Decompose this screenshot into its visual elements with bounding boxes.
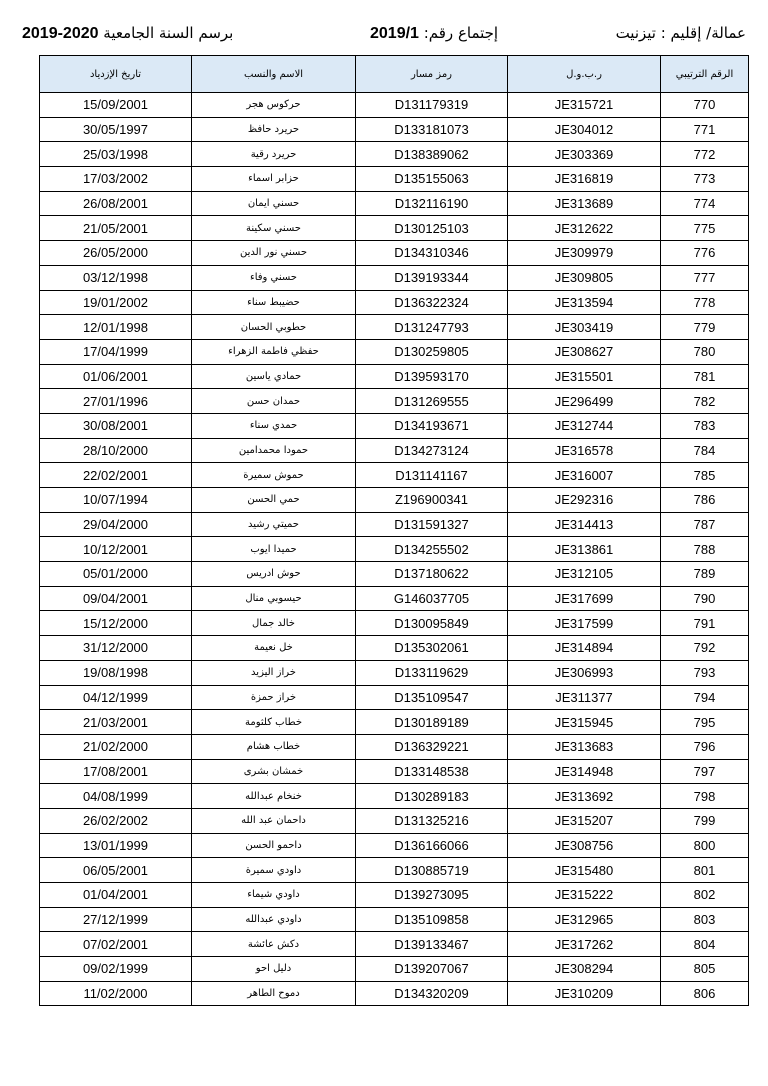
serial-cell: 797 — [661, 759, 749, 784]
name-cell: داودي سميرة — [192, 858, 356, 883]
name-cell: حركوس هجر — [192, 93, 356, 118]
name-cell: حسني نور الدين — [192, 241, 356, 266]
name-cell: حريرد رقية — [192, 142, 356, 167]
code-cell: JE292316 — [508, 488, 661, 513]
birthdate-cell: 07/02/2001 — [40, 932, 192, 957]
massar-cell: D135302061 — [356, 636, 508, 661]
birthdate-cell: 17/04/1999 — [40, 339, 192, 364]
birthdate-cell: 17/08/2001 — [40, 759, 192, 784]
massar-cell: D133148538 — [356, 759, 508, 784]
massar-cell: D130095849 — [356, 611, 508, 636]
table-row — [40, 463, 749, 488]
massar-cell: D133119629 — [356, 660, 508, 685]
code-cell: JE316007 — [508, 463, 661, 488]
name-cell: حريرد حافظ — [192, 117, 356, 142]
birthdate-cell: 21/05/2001 — [40, 216, 192, 241]
serial-cell: 806 — [661, 981, 749, 1006]
birthdate-cell: 28/10/2000 — [40, 438, 192, 463]
code-cell: JE312965 — [508, 907, 661, 932]
serial-cell: 788 — [661, 537, 749, 562]
code-cell: JE306993 — [508, 660, 661, 685]
code-cell: JE313683 — [508, 734, 661, 759]
name-cell: حضيبط سناء — [192, 290, 356, 315]
birthdate-cell: 27/12/1999 — [40, 907, 192, 932]
table-row — [40, 339, 749, 364]
table-row — [40, 167, 749, 192]
birthdate-cell: 10/07/1994 — [40, 488, 192, 513]
birthdate-cell: 19/08/1998 — [40, 660, 192, 685]
table-row — [40, 117, 749, 142]
massar-cell: D131247793 — [356, 315, 508, 340]
table-row — [40, 636, 749, 661]
table-row — [40, 611, 749, 636]
students-table — [39, 55, 749, 1006]
serial-cell: 796 — [661, 734, 749, 759]
serial-cell: 782 — [661, 389, 749, 414]
birthdate-cell: 10/12/2001 — [40, 537, 192, 562]
serial-cell: 803 — [661, 907, 749, 932]
serial-cell: 776 — [661, 241, 749, 266]
table-row — [40, 488, 749, 513]
name-cell: حطوبي الحسان — [192, 315, 356, 340]
code-cell: JE314894 — [508, 636, 661, 661]
table-row — [40, 290, 749, 315]
serial-cell: 800 — [661, 833, 749, 858]
birthdate-cell: 01/04/2001 — [40, 883, 192, 908]
massar-cell: D135155063 — [356, 167, 508, 192]
serial-cell: 775 — [661, 216, 749, 241]
serial-cell: 801 — [661, 858, 749, 883]
table-row — [40, 710, 749, 735]
massar-cell: D136322324 — [356, 290, 508, 315]
table-row — [40, 784, 749, 809]
birthdate-cell: 13/01/1999 — [40, 833, 192, 858]
massar-cell: D137180622 — [356, 562, 508, 587]
table-row — [40, 438, 749, 463]
code-cell: JE310209 — [508, 981, 661, 1006]
code-cell: JE313594 — [508, 290, 661, 315]
code-cell: JE311377 — [508, 685, 661, 710]
massar-cell: D130189189 — [356, 710, 508, 735]
massar-cell: D131591327 — [356, 512, 508, 537]
name-cell: دموح الطاهر — [192, 981, 356, 1006]
name-cell: حسني وفاء — [192, 265, 356, 290]
name-cell: حمادي ياسين — [192, 364, 356, 389]
code-cell: JE316819 — [508, 167, 661, 192]
name-cell: حمودا محمدامين — [192, 438, 356, 463]
massar-cell: D134310346 — [356, 241, 508, 266]
birthdate-cell: 03/12/1998 — [40, 265, 192, 290]
serial-cell: 774 — [661, 191, 749, 216]
serial-cell: 780 — [661, 339, 749, 364]
massar-cell: D139207067 — [356, 957, 508, 982]
name-cell: حيسوبي منال — [192, 586, 356, 611]
serial-cell: 781 — [661, 364, 749, 389]
name-cell: خطاب كلثومة — [192, 710, 356, 735]
code-cell: JE303419 — [508, 315, 661, 340]
code-cell: JE312105 — [508, 562, 661, 587]
table-row — [40, 883, 749, 908]
birthdate-cell: 15/09/2001 — [40, 93, 192, 118]
table-row — [40, 759, 749, 784]
code-cell: JE312622 — [508, 216, 661, 241]
table-row — [40, 808, 749, 833]
name-cell: حمدي سناء — [192, 413, 356, 438]
code-cell: JE304012 — [508, 117, 661, 142]
name-cell: دليل احو — [192, 957, 356, 982]
table-row — [40, 586, 749, 611]
code-cell: JE314948 — [508, 759, 661, 784]
serial-cell: 778 — [661, 290, 749, 315]
table-row — [40, 315, 749, 340]
table-row — [40, 191, 749, 216]
name-cell: داحمان عبد الله — [192, 808, 356, 833]
name-cell: حمدان حسن — [192, 389, 356, 414]
serial-cell: 783 — [661, 413, 749, 438]
code-cell: JE309979 — [508, 241, 661, 266]
massar-cell: D139593170 — [356, 364, 508, 389]
birthdate-cell: 26/05/2000 — [40, 241, 192, 266]
table-row — [40, 562, 749, 587]
table-row — [40, 932, 749, 957]
birthdate-cell: 06/05/2001 — [40, 858, 192, 883]
table-row — [40, 858, 749, 883]
col-header-name: الاسم والنسب — [192, 56, 356, 93]
code-cell: JE314413 — [508, 512, 661, 537]
massar-cell: D132116190 — [356, 191, 508, 216]
massar-cell: D130259805 — [356, 339, 508, 364]
name-cell: خراز حمزة — [192, 685, 356, 710]
code-cell: JE308756 — [508, 833, 661, 858]
table-row — [40, 660, 749, 685]
serial-cell: 772 — [661, 142, 749, 167]
massar-cell: D136329221 — [356, 734, 508, 759]
table-row — [40, 685, 749, 710]
name-cell: خل نعيمة — [192, 636, 356, 661]
massar-cell: D131141167 — [356, 463, 508, 488]
birthdate-cell: 26/08/2001 — [40, 191, 192, 216]
massar-cell: D134273124 — [356, 438, 508, 463]
birthdate-cell: 01/06/2001 — [40, 364, 192, 389]
code-cell: JE315207 — [508, 808, 661, 833]
table-row — [40, 833, 749, 858]
birthdate-cell: 19/01/2002 — [40, 290, 192, 315]
serial-cell: 779 — [661, 315, 749, 340]
massar-cell: D135109858 — [356, 907, 508, 932]
code-cell: JE313689 — [508, 191, 661, 216]
massar-cell: D131269555 — [356, 389, 508, 414]
birthdate-cell: 31/12/2000 — [40, 636, 192, 661]
table-row — [40, 907, 749, 932]
massar-cell: D138389062 — [356, 142, 508, 167]
table-row — [40, 734, 749, 759]
meeting-number: 2019/1 — [370, 25, 419, 42]
col-header-birthdate: تاريخ الإزدياد — [40, 56, 192, 93]
code-cell: JE313692 — [508, 784, 661, 809]
academic-year-value: 2020-2019 — [22, 25, 99, 42]
code-cell: JE313861 — [508, 537, 661, 562]
name-cell: خالد جمال — [192, 611, 356, 636]
code-cell: JE315480 — [508, 858, 661, 883]
birthdate-cell: 04/12/1999 — [40, 685, 192, 710]
name-cell: حمي الحسن — [192, 488, 356, 513]
name-cell: خراز اليزيد — [192, 660, 356, 685]
serial-cell: 786 — [661, 488, 749, 513]
code-cell: JE315501 — [508, 364, 661, 389]
massar-cell: D135109547 — [356, 685, 508, 710]
serial-cell: 770 — [661, 93, 749, 118]
table-row — [40, 413, 749, 438]
birthdate-cell: 30/05/1997 — [40, 117, 192, 142]
serial-cell: 784 — [661, 438, 749, 463]
code-cell: JE317699 — [508, 586, 661, 611]
table-row — [40, 957, 749, 982]
birthdate-cell: 15/12/2000 — [40, 611, 192, 636]
massar-cell: D139133467 — [356, 932, 508, 957]
massar-cell: Z196900341 — [356, 488, 508, 513]
table-row — [40, 142, 749, 167]
massar-cell: D134255502 — [356, 537, 508, 562]
code-cell: JE317262 — [508, 932, 661, 957]
birthdate-cell: 17/03/2002 — [40, 167, 192, 192]
name-cell: دكش عائشة — [192, 932, 356, 957]
serial-cell: 785 — [661, 463, 749, 488]
code-cell: JE316578 — [508, 438, 661, 463]
table-row — [40, 241, 749, 266]
birthdate-cell: 09/02/1999 — [40, 957, 192, 982]
name-cell: خمشان بشرى — [192, 759, 356, 784]
table-row — [40, 981, 749, 1006]
table-row — [40, 364, 749, 389]
name-cell: حوش ادريس — [192, 562, 356, 587]
serial-cell: 799 — [661, 808, 749, 833]
name-cell: حسني ايمان — [192, 191, 356, 216]
meeting-label: إجتماع رقم: — [423, 24, 499, 42]
massar-cell: D139193344 — [356, 265, 508, 290]
birthdate-cell: 26/02/2002 — [40, 808, 192, 833]
name-cell: حسني سكينة — [192, 216, 356, 241]
code-cell: JE303369 — [508, 142, 661, 167]
massar-cell: D134193671 — [356, 413, 508, 438]
birthdate-cell: 22/02/2001 — [40, 463, 192, 488]
serial-cell: 790 — [661, 586, 749, 611]
code-cell: JE312744 — [508, 413, 661, 438]
serial-cell: 798 — [661, 784, 749, 809]
name-cell: حزابر اسماء — [192, 167, 356, 192]
birthdate-cell: 21/03/2001 — [40, 710, 192, 735]
name-cell: حميتي رشيد — [192, 512, 356, 537]
serial-cell: 773 — [661, 167, 749, 192]
name-cell: داودي شيماء — [192, 883, 356, 908]
birthdate-cell: 29/04/2000 — [40, 512, 192, 537]
code-cell: JE315945 — [508, 710, 661, 735]
code-cell: JE315222 — [508, 883, 661, 908]
col-header-code: ر.ب.و.ل — [508, 56, 661, 93]
serial-cell: 793 — [661, 660, 749, 685]
serial-cell: 802 — [661, 883, 749, 908]
massar-cell: D131325216 — [356, 808, 508, 833]
table-row — [40, 512, 749, 537]
serial-cell: 771 — [661, 117, 749, 142]
serial-cell: 791 — [661, 611, 749, 636]
code-cell: JE309805 — [508, 265, 661, 290]
massar-cell: D131179319 — [356, 93, 508, 118]
table-row — [40, 93, 749, 118]
massar-cell: D134320209 — [356, 981, 508, 1006]
serial-cell: 794 — [661, 685, 749, 710]
massar-cell: D136166066 — [356, 833, 508, 858]
birthdate-cell: 30/08/2001 — [40, 413, 192, 438]
massar-cell: D139273095 — [356, 883, 508, 908]
massar-cell: D130125103 — [356, 216, 508, 241]
table-row — [40, 216, 749, 241]
name-cell: خطاب هشام — [192, 734, 356, 759]
birthdate-cell: 25/03/1998 — [40, 142, 192, 167]
table-row — [40, 537, 749, 562]
massar-cell: G146037705 — [356, 586, 508, 611]
meeting-info — [370, 24, 498, 43]
name-cell: داودي عبدالله — [192, 907, 356, 932]
code-cell: JE308627 — [508, 339, 661, 364]
massar-cell: D130289183 — [356, 784, 508, 809]
birthdate-cell: 05/01/2000 — [40, 562, 192, 587]
birthdate-cell: 11/02/2000 — [40, 981, 192, 1006]
code-cell: JE315721 — [508, 93, 661, 118]
birthdate-cell: 09/04/2001 — [40, 586, 192, 611]
province: عمالة/ إقليم : تيزنيت — [615, 24, 746, 42]
birthdate-cell: 12/01/1998 — [40, 315, 192, 340]
massar-cell: D133181073 — [356, 117, 508, 142]
name-cell: حموش سميرة — [192, 463, 356, 488]
table-row — [40, 389, 749, 414]
birthdate-cell: 04/08/1999 — [40, 784, 192, 809]
serial-cell: 795 — [661, 710, 749, 735]
academic-year — [22, 24, 233, 43]
name-cell: خنخام عبدالله — [192, 784, 356, 809]
code-cell: JE317599 — [508, 611, 661, 636]
birthdate-cell: 21/02/2000 — [40, 734, 192, 759]
table-header-row — [40, 56, 749, 93]
serial-cell: 805 — [661, 957, 749, 982]
serial-cell: 787 — [661, 512, 749, 537]
col-header-serial: الرقم الترتيبي — [661, 56, 749, 93]
academic-year-label: برسم السنة الجامعية — [103, 24, 234, 42]
page-header — [22, 24, 746, 48]
birthdate-cell: 27/01/1996 — [40, 389, 192, 414]
serial-cell: 792 — [661, 636, 749, 661]
serial-cell: 789 — [661, 562, 749, 587]
name-cell: حفظي فاطمة الزهراء — [192, 339, 356, 364]
code-cell: JE296499 — [508, 389, 661, 414]
serial-cell: 777 — [661, 265, 749, 290]
massar-cell: D130885719 — [356, 858, 508, 883]
serial-cell: 804 — [661, 932, 749, 957]
code-cell: JE308294 — [508, 957, 661, 982]
name-cell: داحمو الحسن — [192, 833, 356, 858]
name-cell: حميدا ايوب — [192, 537, 356, 562]
col-header-massar: رمز مسار — [356, 56, 508, 93]
table-row — [40, 265, 749, 290]
